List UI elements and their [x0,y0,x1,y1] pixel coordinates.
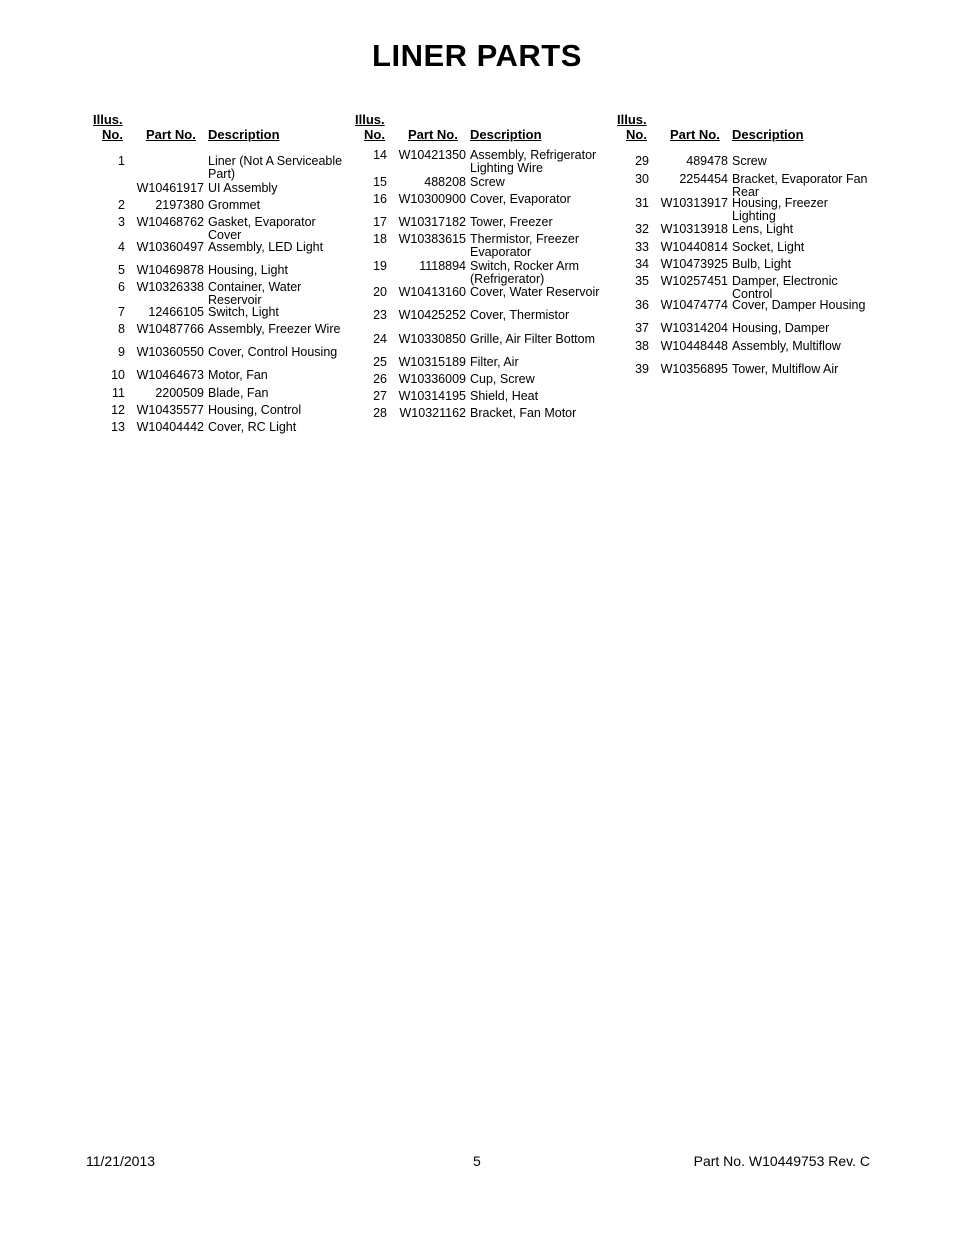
part-description: Assembly, Refrigerator Lighting Wire [470,148,597,175]
description-header: Description [208,127,280,142]
illus-header: Illus. [617,112,647,127]
part-description: Cup, Screw [470,372,535,386]
part-no: W10300900 [398,192,466,206]
part-description: Assembly, Freezer Wire [208,322,341,336]
illus-header: Illus. [355,112,385,127]
part-no: W10425252 [398,308,466,322]
part-no: W10257451 [660,274,728,288]
illus-no: 6 [118,280,125,294]
part-no: W10336009 [398,372,466,386]
part-description: Damper, Electronic Control [732,274,838,301]
footer-page-number: 5 [473,1153,481,1169]
part-description: Screw [732,154,767,168]
part-no: W10440814 [660,240,728,254]
part-description: Grille, Air Filter Bottom [470,332,596,346]
part-no: 2200509 [155,386,204,400]
illus-no: 33 [635,240,649,254]
part-description: Housing, Control [208,403,302,417]
part-description: Housing, Freezer Lighting [732,196,828,223]
part-description: Switch, Light [208,305,279,319]
part-description: Cover, Control Housing [208,345,338,359]
illus-no: 30 [635,172,649,186]
illus-no: 19 [373,259,387,273]
part-description: Cover, RC Light [208,420,297,434]
part-description: Assembly, LED Light [208,240,324,254]
illus-no: 39 [635,362,649,376]
part-description: Cover, Water Reservoir [470,285,600,299]
illus-no: 11 [112,386,125,400]
illus-no: 31 [635,196,649,210]
part-description: Filter, Air [470,355,519,369]
part-no-header: Part No. [670,127,720,142]
part-no: W10383615 [398,232,466,246]
footer-part-number: Part No. W10449753 Rev. C [693,1153,870,1169]
part-no: W10330850 [398,332,466,346]
part-no: W10313917 [660,196,728,210]
part-description: Cover, Damper Housing [732,298,866,312]
part-no: W10435577 [136,403,204,417]
part-no: W10413160 [398,285,466,299]
part-description: Shield, Heat [470,389,539,403]
part-no: 2254454 [679,172,728,186]
part-description: Bracket, Fan Motor [470,406,577,420]
part-no: W10474774 [660,298,728,312]
part-no: W10360497 [136,240,204,254]
illus-no: 14 [373,148,387,162]
illus-no-header: No. [102,127,123,142]
part-no: W10321162 [399,406,466,420]
illus-no: 36 [635,298,649,312]
illus-no: 27 [373,389,387,403]
illus-no: 20 [373,285,387,299]
illus-no: 1 [118,154,125,168]
illus-no: 4 [118,240,125,254]
illus-no: 16 [373,192,387,206]
illus-no-header: No. [364,127,385,142]
part-no: W10314204 [660,321,728,335]
illus-no: 29 [635,154,649,168]
part-no-header: Part No. [408,127,458,142]
part-no: W10448448 [660,339,728,353]
illus-header: Illus. [93,112,123,127]
illus-no: 8 [118,322,125,336]
part-no: W10313918 [660,222,728,236]
part-description: Assembly, Multiflow [732,339,841,353]
illus-no: 7 [118,305,125,319]
part-no: W10314195 [398,389,466,403]
part-description: Lens, Light [732,222,794,236]
part-no: W10421350 [398,148,466,162]
illus-no: 23 [373,308,387,322]
part-description: Housing, Light [208,263,288,277]
illus-no: 2 [118,198,125,212]
description-header: Description [732,127,804,142]
part-description: Tower, Multiflow Air [732,362,839,376]
part-description: Bulb, Light [732,257,792,271]
part-no: W10326338 [136,280,204,294]
part-no: W10317182 [398,215,466,229]
part-no: 12466105 [148,305,204,319]
illus-no: 12 [111,403,125,417]
illus-no: 38 [635,339,649,353]
part-no: W10473925 [660,257,728,271]
illus-no: 37 [635,321,649,335]
part-no: W10404442 [136,420,204,434]
part-description: UI Assembly [208,181,278,195]
illus-no-header: No. [626,127,647,142]
part-description: Liner (Not A Serviceable Part) [208,154,343,181]
part-description: Socket, Light [732,240,805,254]
description-header: Description [470,127,542,142]
part-description: Tower, Freezer [470,215,553,229]
part-description: Bracket, Evaporator Fan Rear [732,172,868,199]
part-description: Switch, Rocker Arm (Refrigerator) [470,259,580,286]
illus-no: 9 [118,345,125,359]
part-description: Gasket, Evaporator Cover [208,215,316,242]
part-description: Screw [470,175,505,189]
illus-no: 24 [373,332,387,346]
footer-date: 11/21/2013 [86,1153,156,1169]
illus-no: 5 [118,263,125,277]
part-no: 2197380 [155,198,204,212]
part-description: Grommet [208,198,261,212]
part-no: 1118894 [419,259,466,273]
part-no: 489478 [686,154,728,168]
part-no: W10469878 [136,263,204,277]
illus-no: 25 [373,355,387,369]
illus-no: 3 [118,215,125,229]
part-no: 488208 [424,175,466,189]
part-no: W10360550 [136,345,204,359]
part-description: Motor, Fan [208,368,268,382]
illus-no: 35 [635,274,649,288]
part-no: W10468762 [136,215,204,229]
part-no: W10315189 [398,355,466,369]
part-description: Container, Water Reservoir [208,280,302,307]
part-description: Blade, Fan [208,386,269,400]
part-no: W10464673 [136,368,204,382]
part-no-header: Part No. [146,127,196,142]
illus-no: 15 [373,175,387,189]
part-no: W10487766 [136,322,204,336]
illus-no: 32 [635,222,649,236]
illus-no: 28 [373,406,387,420]
illus-no: 18 [373,232,387,246]
illus-no: 34 [635,257,649,271]
part-description: Cover, Evaporator [470,192,571,206]
page-title: LINER PARTS [372,38,582,73]
part-no: W10356895 [660,362,728,376]
part-description: Housing, Damper [732,321,830,335]
illus-no: 13 [111,420,125,434]
illus-no: 17 [373,215,387,229]
part-description: Thermistor, Freezer Evaporator [470,232,580,259]
illus-no: 10 [111,368,125,382]
part-no: W10461917 [136,181,204,195]
part-description: Cover, Thermistor [470,308,570,322]
illus-no: 26 [373,372,387,386]
